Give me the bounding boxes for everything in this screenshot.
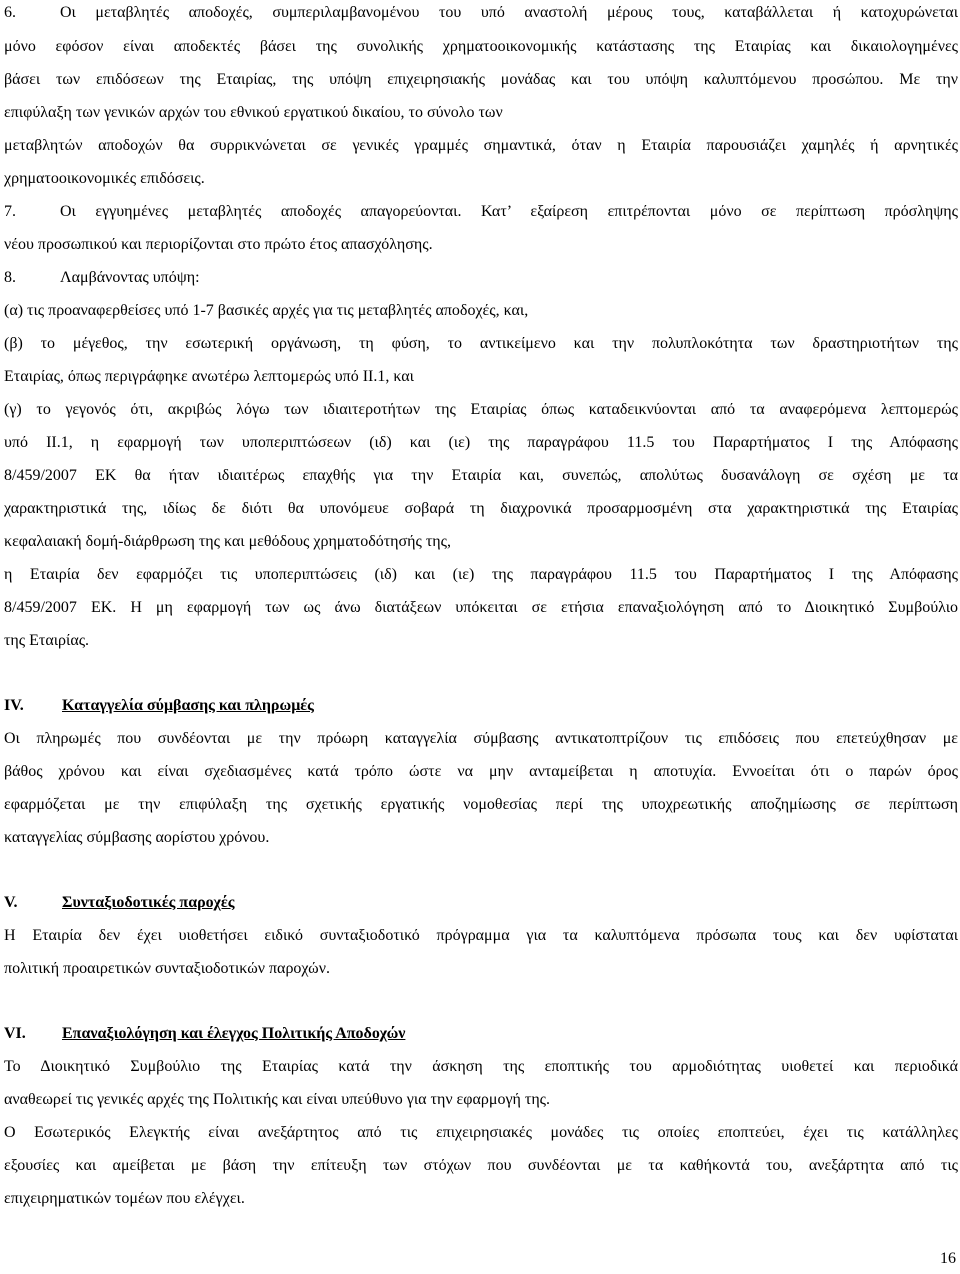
section-vi-line-4: εξουσίες και αμείβεται με βάση την επίτευξη των στόχων που συνδέονται με τα καθήκοντά του, ανεξάρτητα από τις	[4, 1157, 958, 1174]
item-8-c-line-3: 8/459/2007 ΕΚ θα ήταν ιδιαιτέρως επαχθής για την Εταιρία και, συνεπώς, απολύτως δυσανάλογη σε σχέση με τα	[4, 467, 958, 484]
item-6-line-5: μεταβλητών αποδοχών θα συρρικνώνεται σε γενικές γραμμές σημαντικά, όταν η Εταιρία παρουσιάζει χαμηλές ή αρνητικές	[4, 137, 958, 154]
item-6-number: 6.	[4, 4, 16, 21]
section-iv-line-2: βάθος χρόνου και είναι σχεδιασμένες κατά τρόπο ώστε να μην ανταμείβεται η αποτυχία. Εννοείται ότι ο παρών όρος	[4, 763, 958, 780]
section-iv-number: IV.	[4, 697, 24, 714]
section-iv-title: Καταγγελία σύμβασης και πληρωμές	[62, 697, 314, 714]
item-7-line-1: 7. Οι εγγυημένες μεταβλητές αποδοχές απαγορεύονται. Κατ’ εξαίρεση επιτρέπονται μόνο σε περίπτωση πρόσληψης	[4, 195, 958, 228]
item-6-line-6: χρηματοοικονομικές επιδόσεις.	[4, 170, 205, 187]
item-7-line-2: νέου προσωπικού και περιορίζονται στο πρώτο έτος απασχόλησης.	[4, 236, 433, 253]
section-vi-number: VI.	[4, 1025, 26, 1042]
section-vi-line-5: επιχειρηματικών τομέων που ελέγχει.	[4, 1190, 245, 1207]
section-v-title: Συνταξιοδοτικές παροχές	[62, 894, 235, 911]
item-6-line-3: βάσει των επιδόσεων της Εταιρίας, της υπόψη επιχειρησιακής μονάδας και του υπόψη καλυπτόμενου προσώπου. Με την	[4, 71, 958, 88]
section-vi-title: Επαναξιολόγηση και έλεγχος Πολιτικής Αποδοχών	[62, 1025, 406, 1042]
section-iv-line-1: Οι πληρωμές που συνδέονται με την πρόωρη καταγγελία σύμβασης αντικατοπτρίζουν τις επιδόσεις που επετεύχθησαν με	[4, 730, 958, 747]
section-vi-line-2: αναθεωρεί τις γενικές αρχές της Πολιτικής και είναι υπεύθυνο για την εφαρμογή της.	[4, 1091, 551, 1108]
section-v-line-2: πολιτική προαιρετικών συνταξιοδοτικών παροχών.	[4, 960, 330, 977]
item-7-number: 7.	[4, 203, 16, 220]
page-number: 16	[940, 1250, 956, 1267]
item-6-line-4: επιφύλαξη των γενικών αρχών του εθνικού εργατικού δικαίου, το σύνολο των	[4, 104, 503, 121]
item-8-conclusion-line-1: η Εταιρία δεν εφαρμόζει τις υποπεριπτώσεις (ιδ) και (ιε) της παραγράφου 11.5 του Παραρτήματος Ι της Απόφασης	[4, 566, 958, 583]
section-v-heading	[4, 886, 234, 919]
item-8-number: 8.	[4, 269, 16, 286]
item-8-b-line-1: (β) το μέγεθος, την εσωτερική οργάνωση, τη φύση, το αντικείμενο και την πολυπλοκότητα των δραστηριοτήτων της	[4, 335, 958, 352]
item-8-c-line-2: υπό ΙΙ.1, η εφαρμογή των υποπεριπτώσεων (ιδ) και (ιε) της παραγράφου 11.5 του Παραρτήματος Ι της Απόφασης	[4, 434, 958, 451]
item-8-c-line-1: (γ) το γεγονός ότι, ακριβώς λόγω των ιδιαιτεροτήτων της Εταιρίας όπως καταδεικνύονται από τα αναφερόμενα λεπτομερώς	[4, 401, 958, 418]
item-6-line-1: 6. Οι μεταβλητές αποδοχές, συμπεριλαμβανομένου του υπό αναστολή μέρους τους, καταβάλλεται ή κατοχυρώνεται	[4, 0, 958, 29]
item-8-conclusion-line-2: 8/459/2007 ΕΚ. Η μη εφαρμογή των ως άνω διατάξεων υπόκειται σε ετήσια επαναξιολόγηση από το Διοικητικό Συμβούλιο	[4, 599, 958, 616]
section-v-line-1: Η Εταιρία δεν έχει υιοθετήσει ειδικό συνταξιοδοτικό πρόγραμμα για τα καλυπτόμενα πρόσωπα τους και δεν υφίσταται	[4, 927, 958, 944]
item-8-line-1: 8. Λαμβάνοντας υπόψη:	[4, 261, 200, 294]
section-v-number: V.	[4, 894, 18, 911]
item-8-a: (α) τις προαναφερθείσες υπό 1-7 βασικές αρχές για τις μεταβλητές αποδοχές, και,	[4, 302, 529, 319]
section-iv-line-4: καταγγελίας σύμβασης αορίστου χρόνου.	[4, 829, 270, 846]
item-8-conclusion-line-3: της Εταιρίας.	[4, 632, 90, 649]
section-iv-heading	[4, 689, 314, 722]
section-iv-line-3: εφαρμόζεται με την επιφύλαξη της σχετικής εργατικής νομοθεσίας περί της υποχρεωτικής αποζημίωσης σε περίπτωση	[4, 796, 958, 813]
item-8-b-line-2: Εταιρίας, όπως περιγράφηκε ανωτέρω λεπτομερώς υπό ΙΙ.1, και	[4, 368, 414, 385]
item-8-c-line-5: κεφαλαιακή δομή-διάρθρωση της και μεθόδους χρηματοδότησής της,	[4, 533, 451, 550]
section-vi-line-3: Ο Εσωτερικός Ελεγκτής είναι ανεξάρτητος από τις επιχειρησιακές μονάδες τις οποίες εποπτεύει, έχει τις κατάλληλες	[4, 1124, 958, 1141]
section-vi-line-1: Το Διοικητικό Συμβούλιο της Εταιρίας κατά την άσκηση της εποπτικής του αρμοδιότητας υιοθετεί και περιοδικά	[4, 1058, 958, 1075]
section-vi-heading	[4, 1017, 405, 1050]
item-8-c-line-4: χαρακτηριστικά της, ιδίως δε διότι θα υπονόμευε σοβαρά τη διαχρονικά προσαρμοσμένη στα χαρακτηριστικά της Εταιρίας	[4, 500, 958, 517]
item-6-line-2: μόνο εφόσον είναι αποδεκτές βάσει της συνολικής χρηματοοικονομικής κατάστασης της Εταιρίας και δικαιολογημένες	[4, 38, 958, 55]
